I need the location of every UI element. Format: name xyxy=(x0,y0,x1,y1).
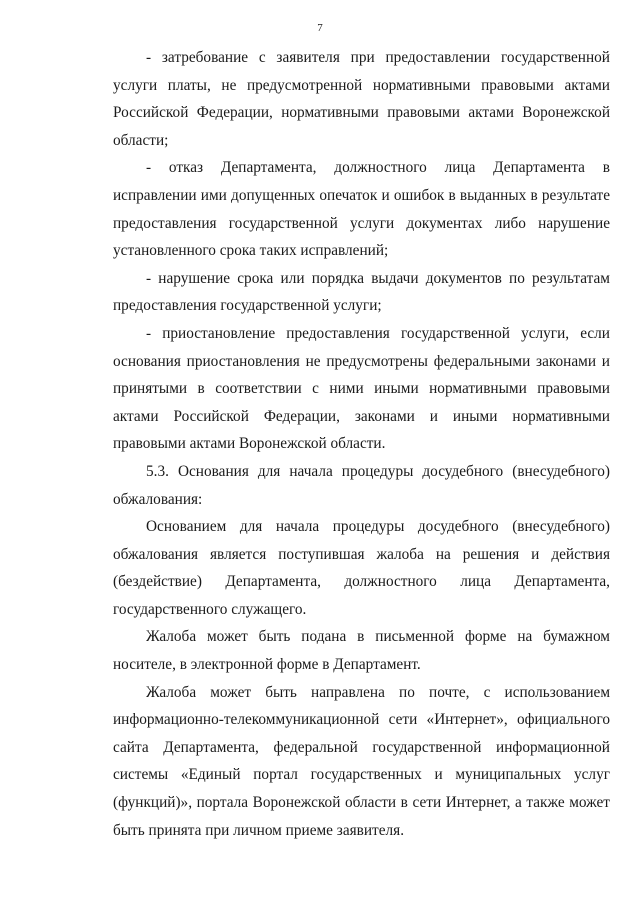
document-body xyxy=(113,44,610,844)
paragraph: - нарушение срока или порядка выдачи документов по результатам предоставления государственной услуги; xyxy=(113,269,610,315)
paragraph: Жалоба может быть направлена по почте, с использованием информационно-телекоммуникационной сети «Интернет», официального сайта Департамента, федеральной государственной информационной системы «Единый портал государственных и муниципальных услуг (функций)», портала Воронежской области в сети Интернет, а также может быть принята при личном приеме заявителя. xyxy=(113,683,610,839)
section-heading: 5.3. Основания для начала процедуры досудебного (внесудебного) обжалования: xyxy=(113,462,610,508)
paragraph: - затребование с заявителя при предоставлении государственной услуги платы, не предусмотренной нормативными правовыми актами Российской Федерации, нормативными правовыми актами Воронежской области; xyxy=(113,49,610,149)
page-number: 7 xyxy=(317,22,323,34)
paragraph: - приостановление предоставления государственной услуги, если основания приостановления не предусмотрены федеральными законами и принятыми в соответствии с ними иными нормативными правовыми актами Российской Федерации, законами и иными нормативными правовыми актами Воронежской области. xyxy=(113,324,610,453)
paragraph: - отказ Департамента, должностного лица Департамента в исправлении ими допущенных опечаток и ошибок в выданных в результате предоставления государственной услуги документах либо нарушение установленного срока таких исправлений; xyxy=(113,159,610,260)
paragraph: Жалоба может быть подана в письменной форме на бумажном носителе, в электронной форме в Департамент. xyxy=(113,628,610,674)
paragraph: Основанием для начала процедуры досудебного (внесудебного) обжалования является поступившая жалоба на решения и действия (бездействие) Департамента, должностного лица Департамента, государственного служащего. xyxy=(113,518,610,618)
